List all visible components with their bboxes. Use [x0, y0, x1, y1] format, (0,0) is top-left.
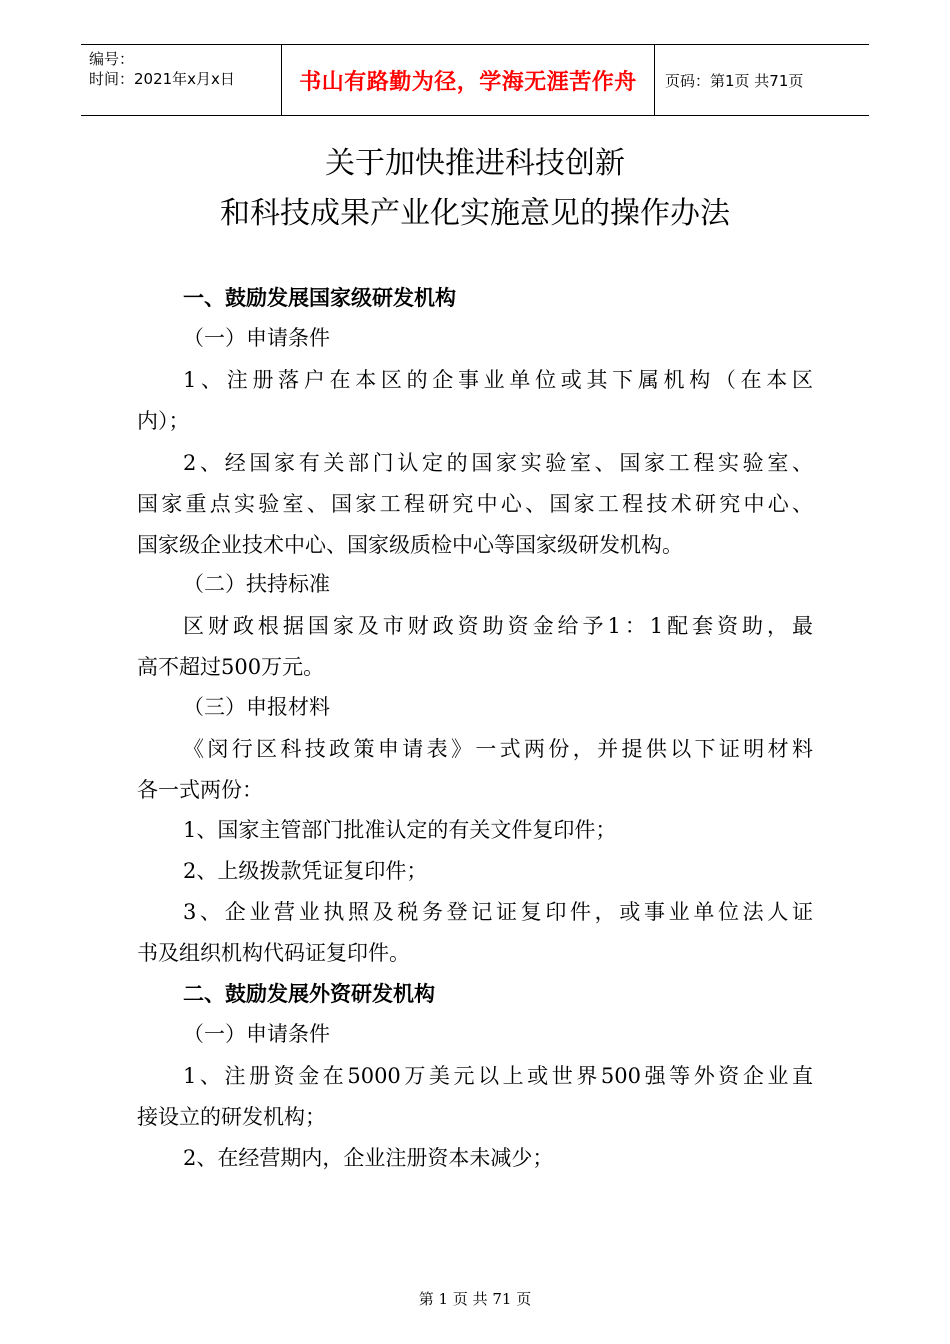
paragraph-line: 1、注册资金在5000万美元以上或世界500强等外资企业直 — [183, 1064, 813, 1088]
subsection-heading: （一）申请条件 — [183, 1022, 330, 1046]
paragraph-line: 区财政根据国家及市财政资助资金给予1：1配套资助，最 — [183, 614, 813, 638]
number-label: 编号： — [89, 50, 135, 68]
section-heading: 二、鼓励发展外资研发机构 — [183, 982, 435, 1006]
document-title-line2: 和科技成果产业化实施意见的操作办法 — [220, 196, 730, 231]
paragraph-line: 2、上级拨款凭证复印件； — [183, 859, 428, 883]
paragraph-line: 内）； — [137, 409, 190, 433]
header-meta-cell — [81, 45, 282, 115]
document-title-line1: 关于加快推进科技创新 — [325, 146, 625, 181]
paragraph-line: 2、经国家有关部门认定的国家实验室、国家工程实验室、 — [183, 451, 813, 475]
subsection-heading: （一）申请条件 — [183, 326, 330, 350]
paragraph-line: 国家重点实验室、国家工程研究中心、国家工程技术研究中心、 — [137, 492, 813, 516]
subsection-heading: （三）申报材料 — [183, 695, 330, 719]
header-page-info: 页码：第1页 共71页 — [665, 71, 804, 90]
paragraph-line: 《闵行区科技政策申请表》一式两份，并提供以下证明材料 — [183, 737, 813, 761]
paragraph-line: 各一式两份： — [137, 778, 263, 802]
paragraph-line: 3、企业营业执照及税务登记证复印件，或事业单位法人证 — [183, 900, 813, 924]
paragraph-line: 2、在经营期内，企业注册资本未减少； — [183, 1146, 554, 1170]
page-footer: 第 1 页 共 71 页 — [418, 1290, 532, 1308]
paragraph-line: 高不超过500万元。 — [137, 655, 325, 679]
motto-text: 书山有路勤为径，学海无涯苦作舟 — [299, 68, 637, 95]
header-motto-cell — [282, 45, 655, 115]
paragraph-line: 书及组织机构代码证复印件。 — [137, 941, 410, 965]
section-heading: 一、鼓励发展国家级研发机构 — [183, 286, 456, 310]
paragraph-line: 1、注册落户在本区的企事业单位或其下属机构（在本区 — [183, 368, 813, 392]
paragraph-line: 接设立的研发机构； — [137, 1105, 326, 1129]
paragraph-line: 1、国家主管部门批准认定的有关文件复印件； — [183, 818, 617, 842]
paragraph-line: 国家级企业技术中心、国家级质检中心等国家级研发机构。 — [137, 533, 683, 557]
subsection-heading: （二）扶持标准 — [183, 572, 330, 596]
time-label: 时间：2021年x月x日 — [89, 70, 235, 88]
document-header — [81, 44, 869, 116]
